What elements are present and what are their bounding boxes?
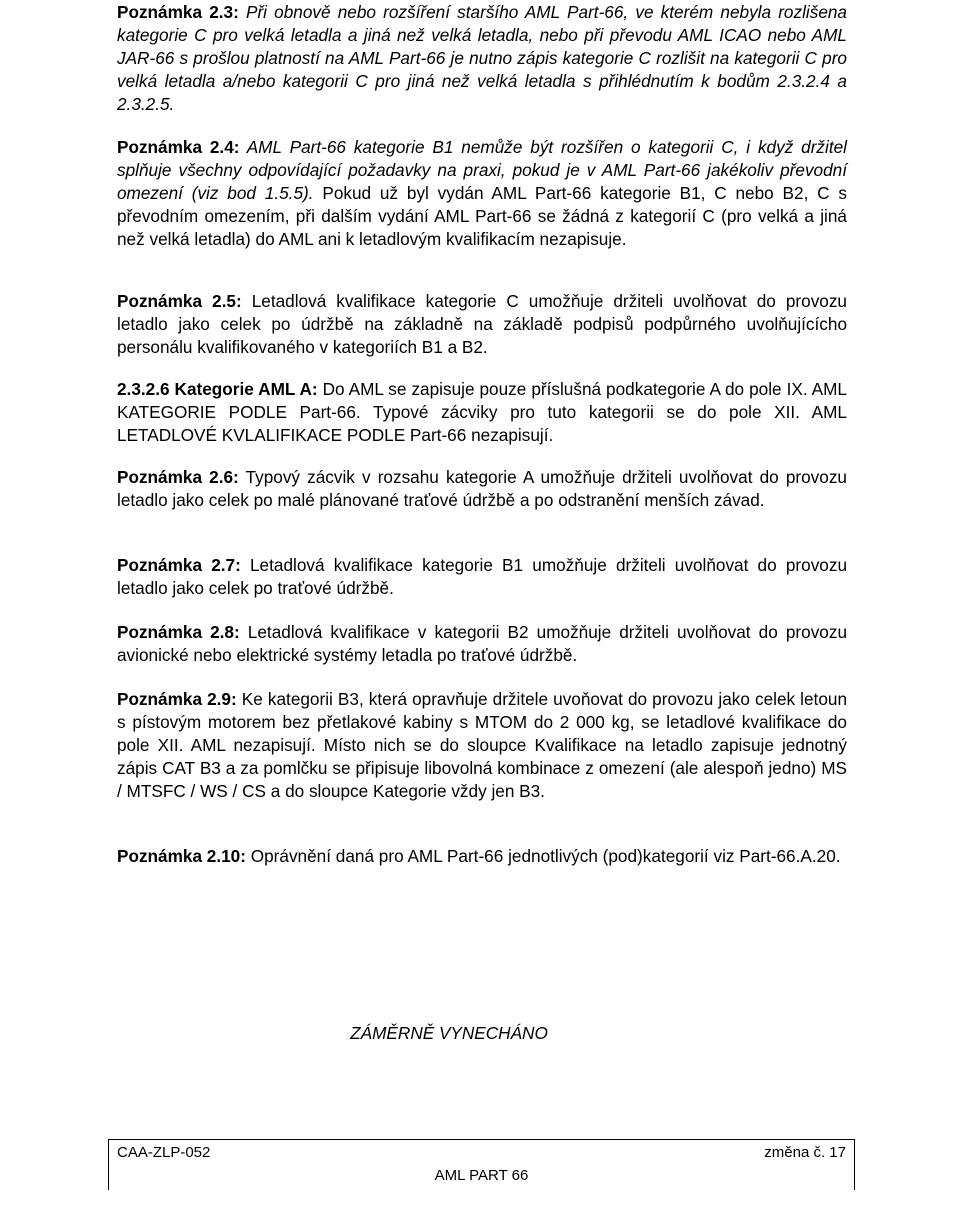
note-2-4-text: Pokud už byl vydán AML Part-66 kategorie B1, C nebo B2, C s převodním omezením, při dalším vydání AML Part-66 se žádná z kategorií C (pro velká a jiná než velká letadla) do AML ani k letadlovým kvalifikacím nezapisuje. [117, 183, 847, 249]
note-2-4-label: Poznámka 2.4: [117, 137, 240, 157]
footer-title: AML PART 66 [434, 1167, 529, 1184]
page-footer [108, 1139, 855, 1190]
note-2-6-label: Poznámka 2.6: [117, 467, 239, 487]
note-2-6 [117, 466, 847, 512]
note-2-3-text: Při obnově nebo rozšíření staršího AML Part-66, ve kterém nebyla rozlišena kategorie C pro velká letadla a jiná než velká letadla, nebo při převodu AML ICAO nebo AML JAR-66 s prošlou platností na AML Part-66 je nutno zápis kategorie C rozlišit na kategorii C pro velká letadla a/nebo kategorii C pro jiná než velká letadla s přihlédnutím k bodům 2.3.2.4 a 2.3.2.5. [117, 2, 847, 114]
note-2-4 [117, 136, 847, 251]
note-2-8 [117, 621, 847, 667]
note-2-3 [117, 1, 847, 116]
section-2-3-2-6 [117, 378, 847, 447]
note-2-9-text: Ke kategorii B3, která opravňuje držitele uvoňovat do provozu jako celek letoun s pístovým motorem bez přetlakové kabiny s MTOM do 2 000 kg, se letadlové kvalifikace do pole XII. AML nezapisují. Místo nich se do sloupce Kvalifikace na letadlo zapisuje jednotný zápis CAT B3 a za pomlčku se připisuje libovolná kombinace z omezení (ale alespoň jedno) MS / MTSFC / WS / CS a do sloupce Kategorie vždy jen B3. [117, 689, 848, 801]
note-2-5-text: Letadlová kvalifikace kategorie C umožňuje držiteli uvolňovat do provozu letadlo jako celek po údržbě na základně na základě podpisů podpůrného uvolňujícícho personálu kvalifikovaného v kategoriích B1 a B2. [117, 291, 847, 357]
note-2-7-text: Letadlová kvalifikace kategorie B1 umožňuje držiteli uvolňovat do provozu letadlo jako celek po traťové údržbě. [117, 555, 847, 598]
section-2-3-2-6-heading: 2.3.2.6 Kategorie AML A: [117, 379, 318, 399]
section-2-3-2-6-text: Do AML se zapisuje pouze příslušná podkategorie A do pole IX. AML KATEGORIE PODLE Part-66. Typové zácviky pro tuto kategorii se do pole XII. AML LETADLOVÉ KVLALIFIKACE PODLE Part-66 nezapisují. [117, 379, 847, 445]
note-2-4-text-italic: AML Part-66 kategorie B1 nemůže být rozšířen o kategorii C, i když držitel splňuje všechny odpovídající požadavky na praxi, pokud je v AML Part-66 jakékoliv převodní omezení (viz bod 1.5.5). [117, 137, 847, 203]
note-2-10 [117, 845, 847, 868]
note-2-5 [117, 290, 847, 359]
note-2-9 [117, 688, 847, 803]
footer-amendment: změna č. 17 [764, 1144, 846, 1161]
note-2-6-text: Typový zácvik v rozsahu kategorie A umožňuje držiteli uvolňovat do provozu letadlo jako celek po malé plánované traťové údržbě a po odstranění menších závad. [117, 467, 847, 510]
note-2-8-text: Letadlová kvalifikace v kategorii B2 umožňuje držiteli uvolňovat do provozu avionické nebo elektrické systémy letadla po traťové údržbě. [117, 622, 848, 665]
note-2-10-label: Poznámka 2.10: [117, 846, 246, 866]
note-2-9-label: Poznámka 2.9: [117, 689, 237, 709]
note-2-8-label: Poznámka 2.8: [117, 622, 240, 642]
footer-doc-id: CAA-ZLP-052 [117, 1144, 211, 1161]
note-2-7-label: Poznámka 2.7: [117, 555, 241, 575]
intentionally-blank-note: ZÁMĚRNĚ VYNECHÁNO [350, 1023, 548, 1043]
note-2-3-label: Poznámka 2.3: [117, 2, 239, 22]
note-2-5-label: Poznámka 2.5: [117, 291, 242, 311]
note-2-7 [117, 554, 847, 600]
note-2-10-text: Oprávnění daná pro AML Part-66 jednotlivých (pod)kategorií viz Part-66.A.20. [245, 846, 841, 866]
